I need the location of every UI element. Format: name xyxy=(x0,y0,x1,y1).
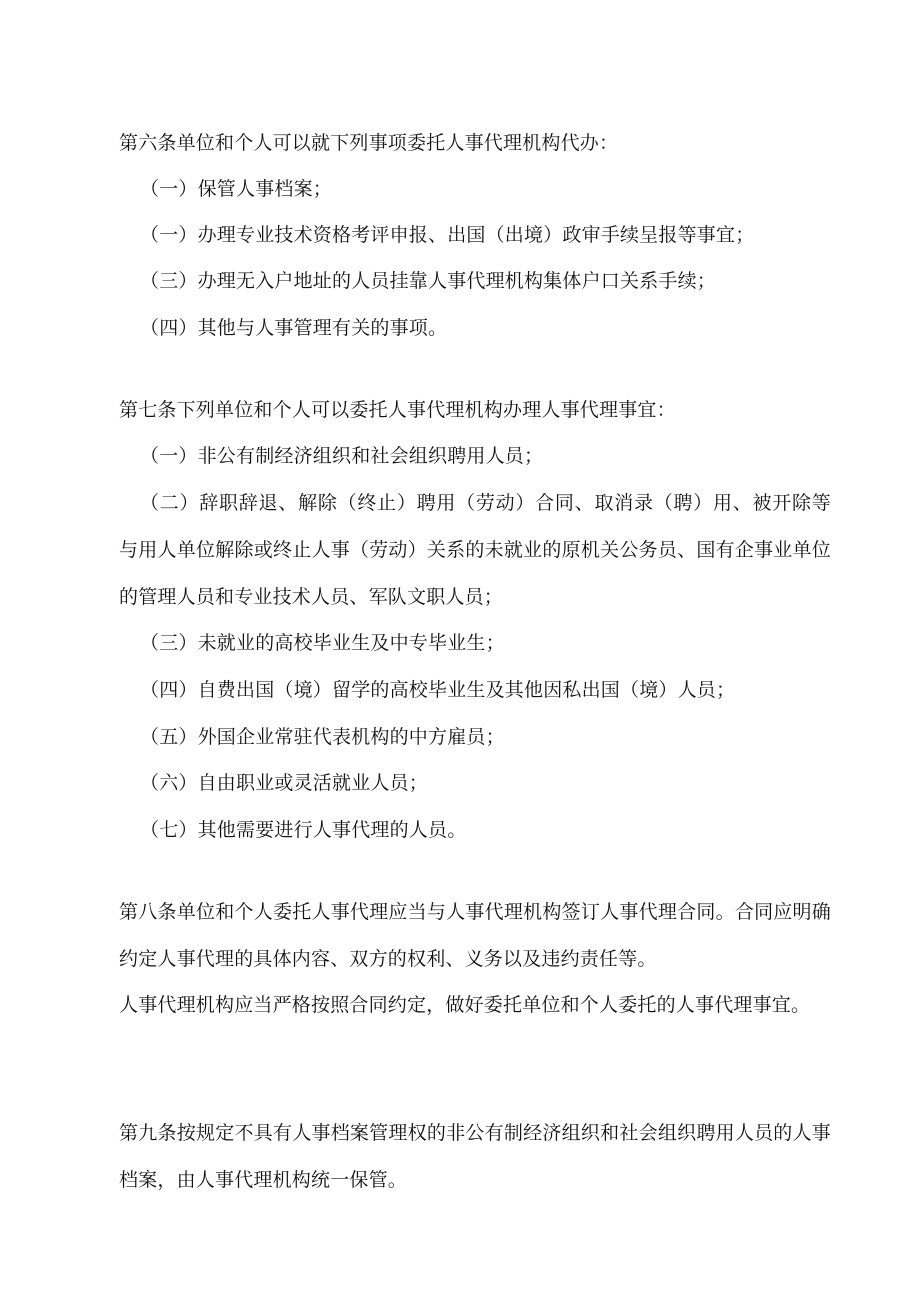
article-8-paragraph: 第八条单位和个人委托人事代理应当与人事代理机构签订人事代理合同。合同应明确约定人事代理的具体内容、双方的权利、义务以及违约责任等。 xyxy=(119,901,831,970)
article-6-item-3: （三）办理无入户地址的人员挂靠人事代理机构集体户口关系手续； xyxy=(140,270,717,292)
article-7-item-2: （二）辞职辞退、解除（终止）聘用（劳动）合同、取消录（聘）用、被开除等与用人单位解除或终止人事（劳动）关系的未就业的原机关公务员、国有企事业单位的管理人员和专业技术人员、军队文职人员； xyxy=(119,492,831,608)
article-7-item-6: （六）自由职业或灵活就业人员； xyxy=(140,772,429,794)
article-6-item-4: （四）其他与人事管理有关的事项。 xyxy=(140,317,448,339)
article-7-item-7: （七）其他需要进行人事代理的人员。 xyxy=(140,819,467,841)
article-6-item-2: （一）办理专业技术资格考评申报、出国（出境）政审手续呈报等事宜； xyxy=(140,224,755,246)
article-6-heading: 第六条单位和个人可以就下列事项委托人事代理机构代办： xyxy=(119,132,619,154)
article-7-item-4: （四）自费出国（境）留学的高校毕业生及其他因私出国（境）人员； xyxy=(140,679,736,701)
article-7-heading: 第七条下列单位和个人可以委托人事代理机构办理人事代理事宜： xyxy=(119,399,676,421)
article-9-paragraph: 第九条按规定不具有人事档案管理权的非公有制经济组织和社会组织聘用人员的人事档案，由人事代理机构统一保管。 xyxy=(119,1122,831,1191)
article-7-item-3: （三）未就业的高校毕业生及中专毕业生； xyxy=(140,632,505,654)
article-7-item-1: （一）非公有制经济组织和社会组织聘用人员； xyxy=(140,445,544,467)
article-6-item-1: （一）保管人事档案； xyxy=(140,178,333,200)
article-8-supplement: 人事代理机构应当严格按照合同约定，做好委托单位和个人委托的人事代理事宜。 xyxy=(119,994,811,1016)
article-7-item-5: （五）外国企业常驻代表机构的中方雇员； xyxy=(140,726,505,748)
